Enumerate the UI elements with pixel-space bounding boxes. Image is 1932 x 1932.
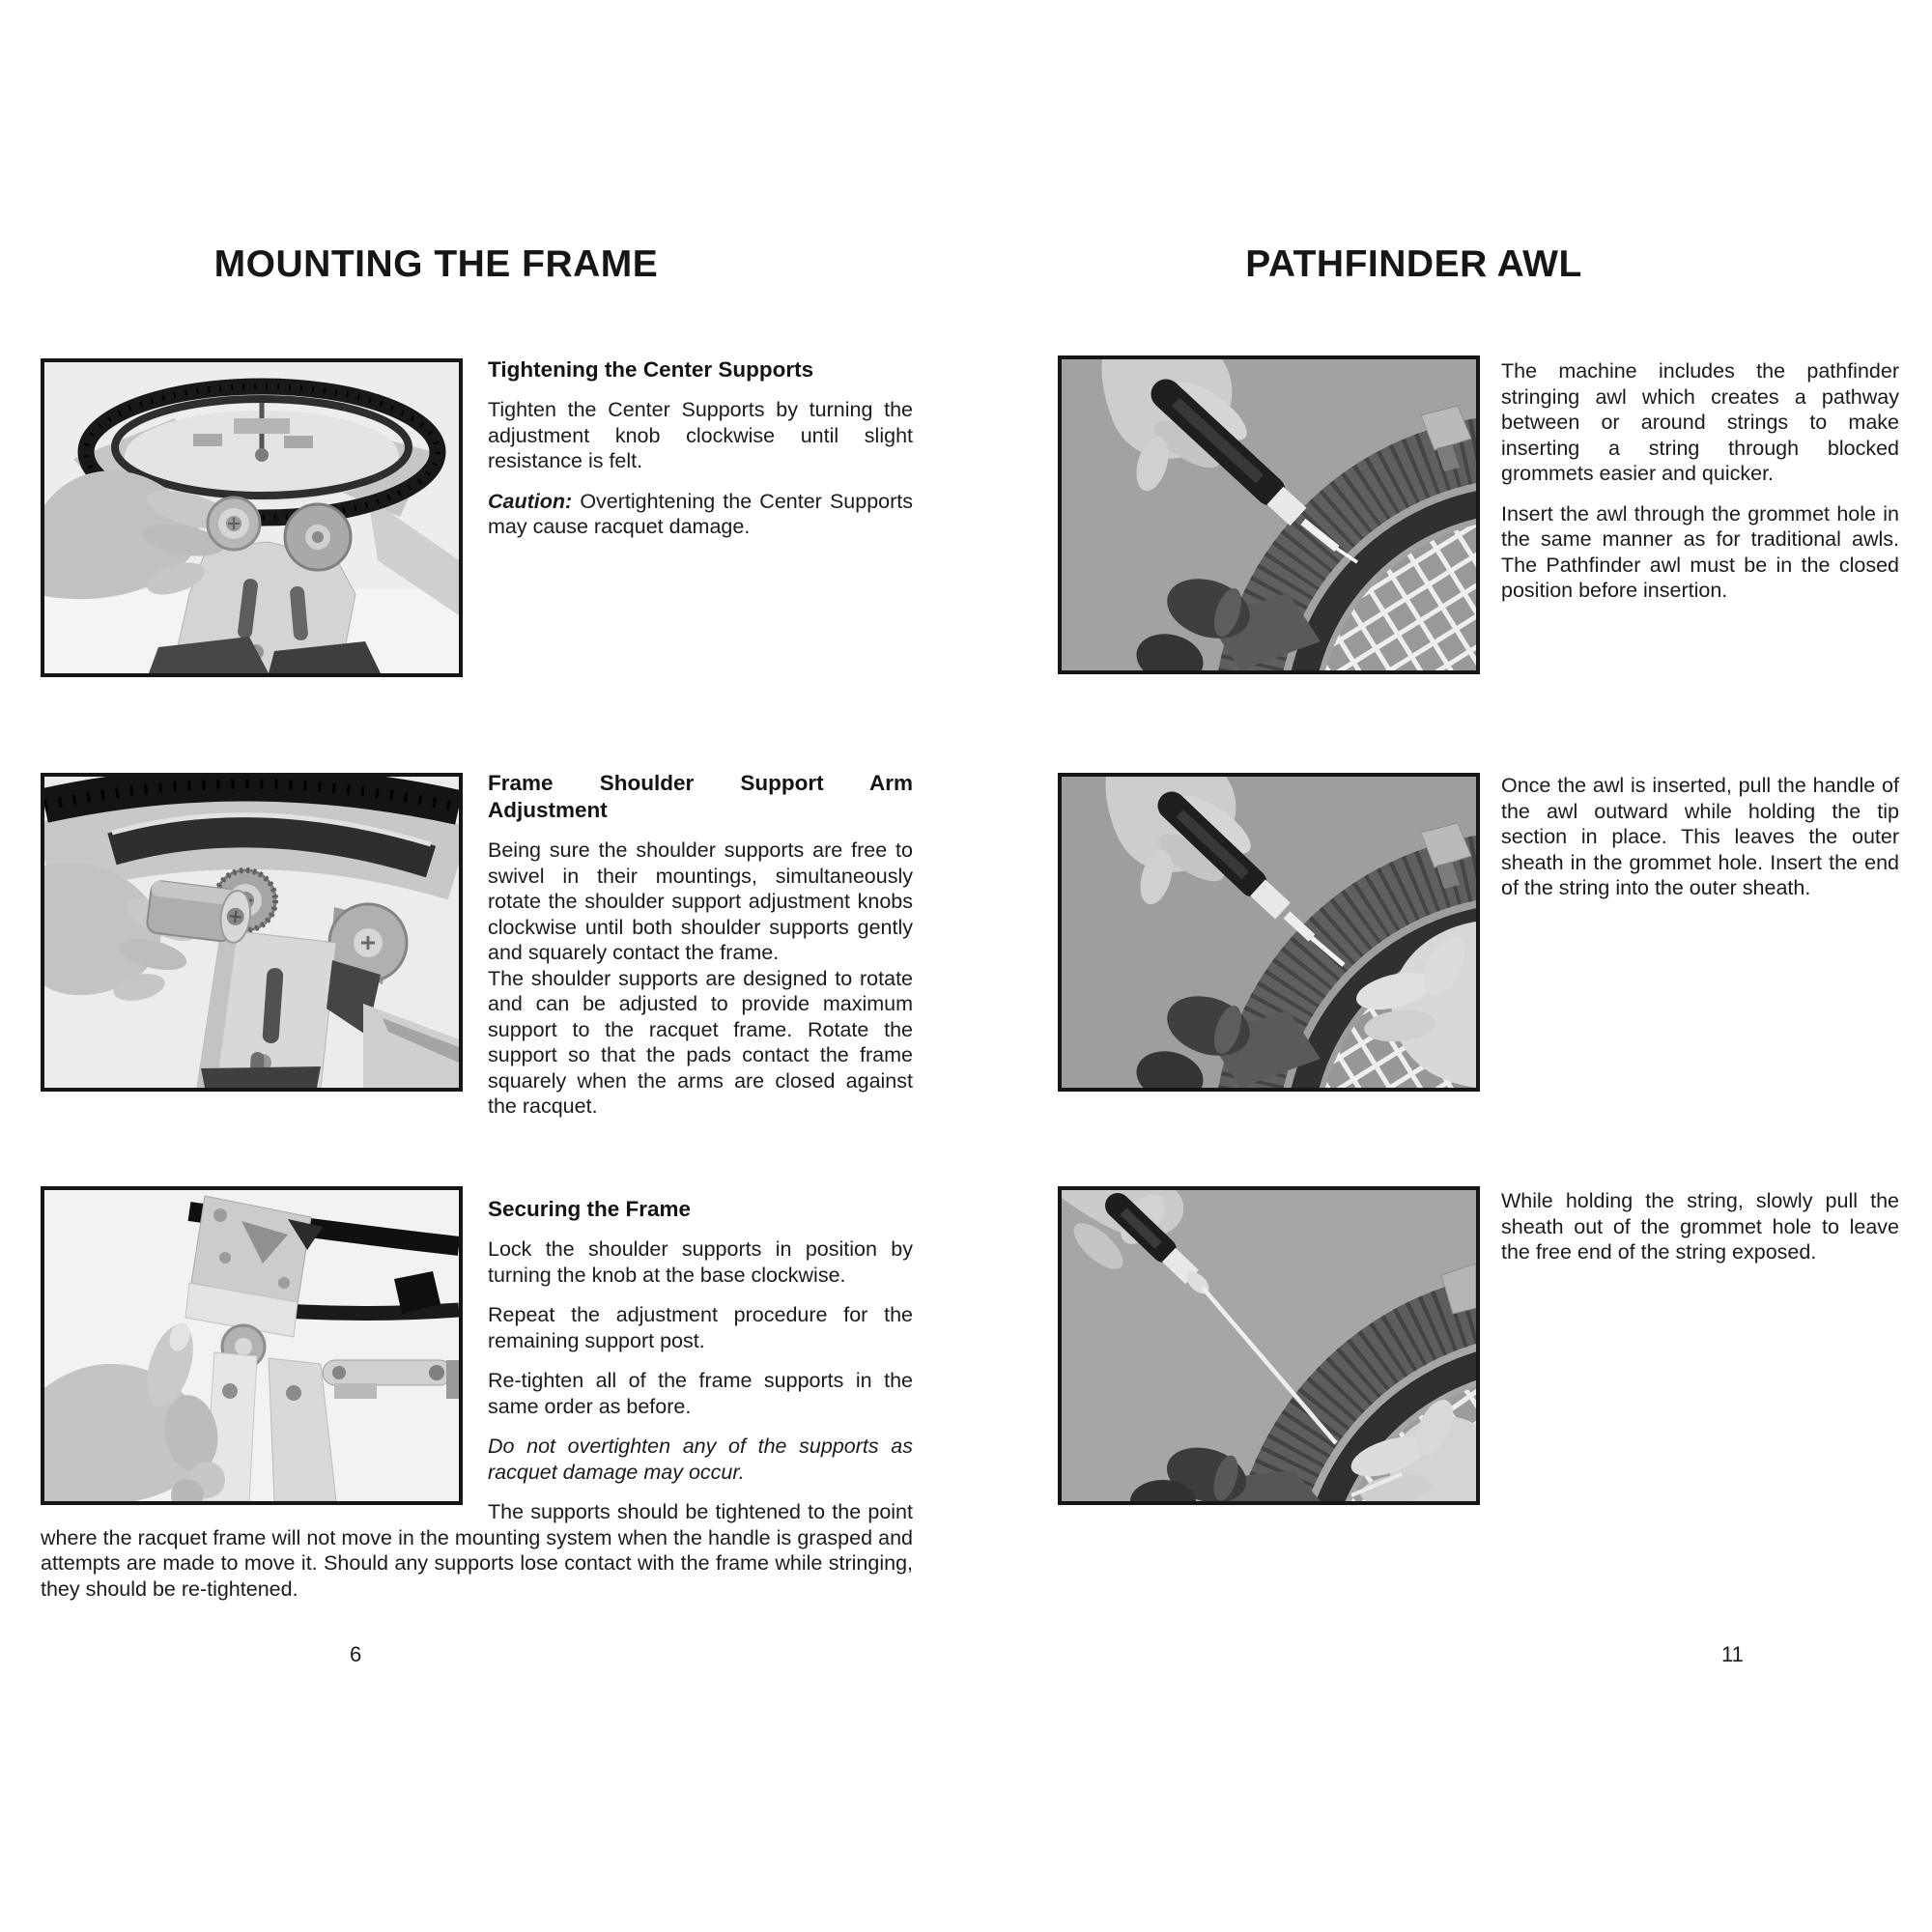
body-paragraph: Lock the shoulder supports in position by turning the knob at the base clockwise. <box>488 1237 913 1287</box>
section-tightening-center-supports <box>488 356 913 554</box>
body-paragraph: Repeat the adjustment procedure for the remaining support post. <box>488 1303 913 1352</box>
page-number-right: 11 <box>1721 1642 1744 1666</box>
photo-securing-the-frame-illustration <box>44 1190 459 1501</box>
photo-sheath-removal-illustration <box>1062 1190 1476 1501</box>
body-paragraph: While holding the string, slowly pull the sheath out of the grommet hole to leave the free end of the string exposed. <box>1501 1189 1899 1264</box>
warning-paragraph: Do not overtighten any of the supports as racquet damage may occur. <box>488 1435 913 1484</box>
page-title-pathfinder-awl: PATHFINDER AWL <box>1245 243 1582 285</box>
caution-paragraph <box>488 489 913 540</box>
photo-shoulder-support-adjustment-illustration <box>44 777 459 1088</box>
section-heading: Tightening the Center Supports <box>488 357 814 382</box>
caution-text: Overtightening the Center Supports may cause racquet damage. <box>488 489 913 538</box>
body-paragraph: The shoulder supports are designed to rotate and can be adjusted to provide maximum support to the racquet frame. Rotate the support so that the pads contact the frame squarely when the arms are closed against the racquet. <box>488 966 913 1118</box>
pathfinder-awl-intro-text <box>1501 358 1899 618</box>
awl-pull-text <box>1501 773 1899 916</box>
body-paragraph: Being sure the shoulder supports are free to swivel in their mountings, simultaneously rotate the shoulder support adjustment knobs clockwise until both shoulder supports gently and squarely contact the frame. <box>488 838 913 964</box>
page-number-left: 6 <box>350 1642 362 1666</box>
sheath-removal-text <box>1501 1188 1899 1280</box>
section-securing-the-frame <box>41 1186 913 1616</box>
body-paragraph: The supports should be tightened to the point where the racquet frame will not move in the mounting system when the handle is grasped and attempts are made to move it. Should any supports lose contact with the frame while stringing, they should be re-tightened. <box>41 1500 913 1601</box>
photo-awl-handle-pull <box>1058 773 1480 1092</box>
photo-awl-handle-pull-illustration <box>1062 777 1476 1088</box>
caution-label: Caution: <box>488 489 573 513</box>
photo-awl-insertion <box>1058 355 1480 674</box>
page-title-mounting-the-frame: MOUNTING THE FRAME <box>213 243 659 285</box>
body-paragraph: The machine includes the pathfinder stringing awl which creates a pathway between or around strings to make inserting a string through blocked grommets easier and quicker. <box>1501 359 1899 485</box>
body-paragraph: Re-tighten all of the frame supports in the same order as before. <box>488 1369 913 1418</box>
section-heading: Frame Shoulder Support Arm Adjustment <box>488 771 913 822</box>
photo-tightening-center-supports-illustration <box>44 362 459 673</box>
photo-tightening-center-supports <box>41 358 463 677</box>
photo-awl-insertion-illustration <box>1062 359 1476 670</box>
section-frame-shoulder-support-arm-adjustment <box>488 770 913 1134</box>
photo-shoulder-support-adjustment <box>41 773 463 1092</box>
body-paragraph: Insert the awl through the grommet hole in the same manner as for traditional awls. The Pathfinder awl must be in the closed position before insertion. <box>1501 501 1899 602</box>
body-paragraph: Once the awl is inserted, pull the handle of the awl outward while holding the tip section in place. This leaves the outer sheath in the grommet hole. Insert the end of the string into the outer sheath. <box>1501 774 1899 899</box>
photo-securing-the-frame <box>41 1186 463 1505</box>
photo-sheath-removal <box>1058 1186 1480 1505</box>
section-heading: Securing the Frame <box>488 1197 692 1221</box>
body-paragraph: Tighten the Center Supports by turning the adjustment knob clockwise until slight resistance is felt. <box>488 398 913 472</box>
